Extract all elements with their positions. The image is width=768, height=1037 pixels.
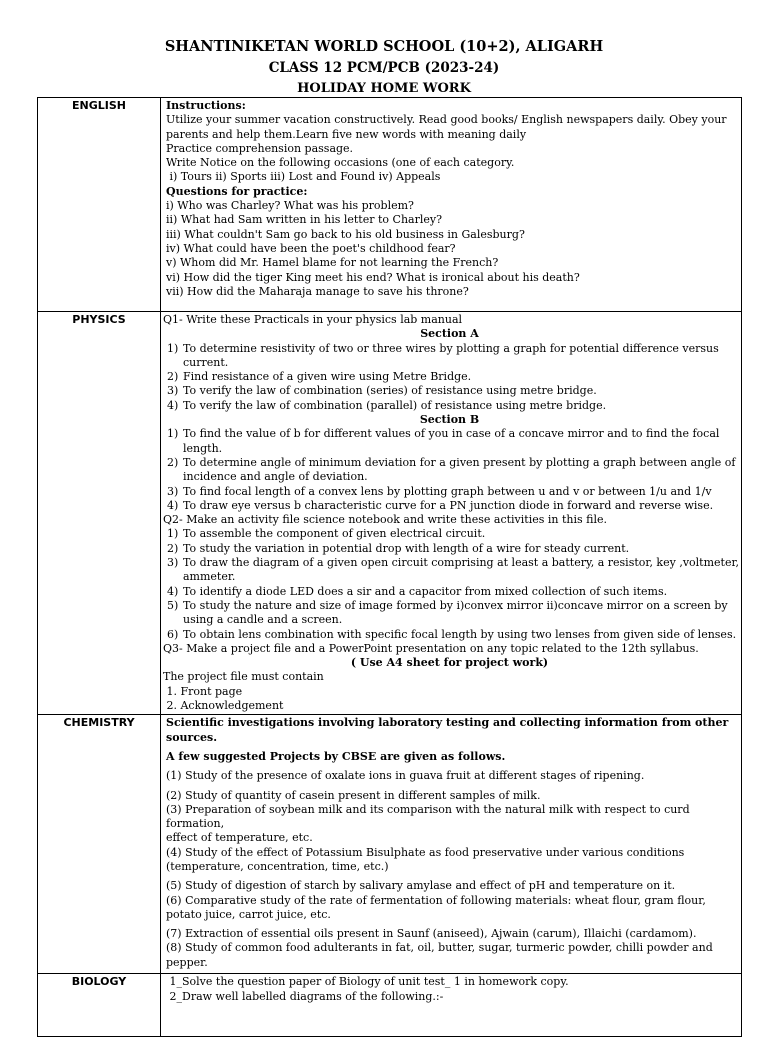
- chemistry-project-list: [166, 769, 736, 970]
- chemistry-suggested: A few suggested Projects by CBSE are given as follows.: [166, 749, 506, 763]
- chemistry-project: [166, 789, 736, 803]
- chemistry-project-line: (5) Study of digestion of starch by salivary amylase and effect of pH and temperature on it.: [166, 879, 676, 893]
- list-item: [163, 556, 740, 585]
- list-item-number: 4): [167, 584, 179, 598]
- english-question: i) Who was Charley? What was his problem?: [166, 199, 414, 213]
- list-item-text: To draw the diagram of a given open circuit comprising at least a battery, a resistor, key ,voltmeter,: [183, 556, 740, 570]
- list-item-text: To identify a diode LED does a sir and a capacitor from mixed collection of such items.: [183, 584, 668, 598]
- english-question: ii) What had Sam written in his letter to Charley?: [166, 213, 442, 227]
- list-item-text: To assemble the component of given electrical circuit.: [183, 527, 486, 541]
- list-item: [163, 384, 736, 398]
- list-item: [163, 456, 736, 485]
- english-question: vi) How did the tiger King meet his end? What is ironical about his death?: [166, 270, 580, 284]
- list-item: [163, 599, 736, 628]
- chemistry-project: [166, 879, 736, 893]
- biology-content: [161, 974, 742, 1037]
- list-item-number: 4): [167, 398, 179, 412]
- chemistry-content: [161, 715, 742, 974]
- chemistry-project: [166, 927, 736, 941]
- chemistry-project: [166, 769, 736, 783]
- chemistry-project-line: effect of temperature, etc.: [166, 831, 313, 845]
- chemistry-project-line: (1) Study of the presence of oxalate ions in guava fruit at different stages of ripening.: [166, 769, 645, 783]
- english-subject: ENGLISH: [38, 98, 161, 312]
- list-item-number: 3): [167, 484, 179, 498]
- english-question: v) Whom did Mr. Hamel blame for not learning the French?: [166, 256, 499, 270]
- list-item: [163, 585, 736, 599]
- english-questions-heading: Questions for practice:: [166, 184, 308, 198]
- physics-q1: Q1- Write these Practicals in your physics lab manual: [163, 313, 463, 326]
- list-item-text: length.: [183, 441, 223, 455]
- list-item-text: To find the value of b for different values of you in case of a concave mirror and to find the focal: [183, 427, 720, 441]
- project-item: 2. Acknowledgement: [163, 699, 284, 713]
- homework-title: HOLIDAY HOME WORK: [297, 81, 471, 96]
- project-intro: The project file must contain: [163, 670, 324, 684]
- list-item: [163, 628, 736, 642]
- list-item-number: 3): [167, 384, 179, 398]
- physics-row: [38, 312, 742, 715]
- list-item: [163, 485, 736, 499]
- biology-line: 2_Draw well labelled diagrams of the following.:-: [166, 989, 444, 1003]
- list-item-number: 2): [167, 370, 179, 384]
- list-item-number: 6): [167, 627, 179, 641]
- list-item-text: To study the nature and size of image formed by i)convex mirror ii)concave mirror on a screen by: [183, 598, 728, 612]
- chemistry-row: [38, 715, 742, 974]
- section-b-list: [163, 427, 736, 513]
- class-title: CLASS 12 PCM/PCB (2023-24): [268, 60, 500, 76]
- a4-note: ( Use A4 sheet for project work): [350, 656, 549, 670]
- list-item-text: To verify the law of combination (series) of resistance using metre bridge.: [183, 384, 597, 398]
- list-item-text: Find resistance of a given wire using Metre Bridge.: [183, 370, 472, 384]
- chemistry-project-line: (2) Study of quantity of casein present in different samples of milk.: [166, 788, 541, 802]
- biology-subject: BIOLOGY: [38, 974, 161, 1037]
- list-item: [163, 427, 736, 456]
- chemistry-project-line: formation,: [166, 817, 225, 831]
- list-item-number: 2): [167, 541, 179, 555]
- chemistry-intro-line: Scientific investigations involving laboratory testing and collecting information from other: [166, 716, 729, 730]
- section-a-list: [163, 342, 736, 413]
- list-item: [163, 399, 736, 413]
- physics-subject: PHYSICS: [38, 312, 161, 715]
- list-item-text: incidence and angle of deviation.: [183, 470, 368, 484]
- english-question: vii) How did the Maharaja manage to save his throne?: [166, 284, 469, 298]
- list-item-number: 1): [167, 427, 179, 441]
- chemistry-project-line: pepper.: [166, 955, 208, 969]
- chemistry-project: [166, 941, 736, 970]
- chemistry-project-line: (8) Study of common food adulterants in fat, oil, butter, sugar, turmeric powder, chilli powder and: [166, 941, 713, 955]
- chemistry-project-line: potato juice, carrot juice, etc.: [166, 907, 331, 921]
- list-item: [163, 342, 736, 371]
- list-item: [163, 542, 736, 556]
- activity-list: [163, 527, 740, 641]
- english-line: parents and help them.Learn five new words with meaning daily: [166, 127, 527, 141]
- physics-q3: Q3- Make a project file and a PowerPoint presentation on any topic related to the 12th syllabus.: [163, 641, 699, 655]
- list-item-text: using a candle and a screen.: [183, 613, 343, 627]
- english-row: [38, 98, 742, 312]
- chemistry-project-line: (temperature, concentration, time, etc.): [166, 859, 389, 873]
- list-item-number: 3): [167, 556, 179, 570]
- physics-content: [161, 312, 742, 715]
- list-item-text: current.: [183, 355, 229, 369]
- chemistry-project: [166, 846, 736, 875]
- list-item: [163, 499, 736, 513]
- list-item-text: To determine angle of minimum deviation for a given present by plotting a graph between angle of: [183, 455, 736, 469]
- homework-table: [37, 97, 742, 1037]
- chemistry-project-line: (6) Comparative study of the rate of fermentation of following materials: wheat flour, gram flour,: [166, 893, 706, 907]
- list-item: [163, 527, 736, 541]
- english-question: iii) What couldn't Sam go back to his old business in Galesburg?: [166, 227, 525, 241]
- chemistry-project-line: (7) Extraction of essential oils present in Saunf (aniseed), Ajwain (carum), Illaichi (cardamom).: [166, 927, 697, 941]
- list-item-text: To obtain lens combination with specific focal length by using two lenses from given side of lenses.: [183, 627, 737, 641]
- english-line: i) Tours ii) Sports iii) Lost and Found iv) Appeals: [166, 170, 441, 184]
- english-instructions-heading: Instructions:: [166, 99, 246, 112]
- list-item-text: To determine resistivity of two or three wires by plotting a graph for potential difference versus: [183, 341, 719, 355]
- biology-line: 1_Solve the question paper of Biology of unit test_ 1 in homework copy.: [166, 975, 569, 989]
- section-a-title: Section A: [420, 327, 479, 341]
- project-item: 1. Front page: [163, 684, 243, 698]
- english-line: Practice comprehension passage.: [166, 141, 354, 155]
- list-item-number: 1): [167, 341, 179, 355]
- english-question: iv) What could have been the poet's childhood fear?: [166, 241, 456, 255]
- section-b-title: Section B: [419, 413, 480, 427]
- chemistry-project-line: (3) Preparation of soybean milk and its comparison with the natural milk with respect to curd: [166, 802, 690, 816]
- english-content: [161, 98, 742, 312]
- chemistry-intro-line: sources.: [166, 730, 218, 744]
- list-item-text: To verify the law of combination (parallel) of resistance using metre bridge.: [183, 398, 607, 412]
- list-item-text: To find focal length of a convex lens by plotting graph between u and v or between 1/u and 1/v: [183, 484, 712, 498]
- biology-row: [38, 974, 742, 1037]
- english-line: Write Notice on the following occasions (one of each category.: [166, 156, 515, 170]
- chemistry-project: [166, 803, 736, 846]
- list-item-number: 5): [167, 598, 179, 612]
- physics-q2: Q2- Make an activity file science notebook and write these activities in this file.: [163, 513, 607, 527]
- english-line: Utilize your summer vacation constructively. Read good books/ English newspapers daily. Obey your: [166, 113, 727, 127]
- list-item: [163, 370, 736, 384]
- list-item-text: To study the variation in potential drop with length of a wire for steady current.: [183, 541, 630, 555]
- list-item-text: ammeter.: [183, 570, 236, 584]
- list-item-number: 1): [167, 527, 179, 541]
- list-item-number: 2): [167, 455, 179, 469]
- english-instruction-lines: [166, 113, 736, 184]
- list-item-text: To draw eye versus b characteristic curve for a PN junction diode in forward and reverse wise.: [183, 498, 714, 512]
- school-name: SHANTINIKETAN WORLD SCHOOL (10+2), ALIGARH: [164, 38, 604, 55]
- chemistry-subject: CHEMISTRY: [38, 715, 161, 974]
- english-questions: [166, 199, 736, 299]
- chemistry-project: [166, 894, 736, 923]
- list-item-number: 4): [167, 498, 179, 512]
- chemistry-project-line: (4) Study of the effect of Potassium Bisulphate as food preservative under various conditions: [166, 845, 685, 859]
